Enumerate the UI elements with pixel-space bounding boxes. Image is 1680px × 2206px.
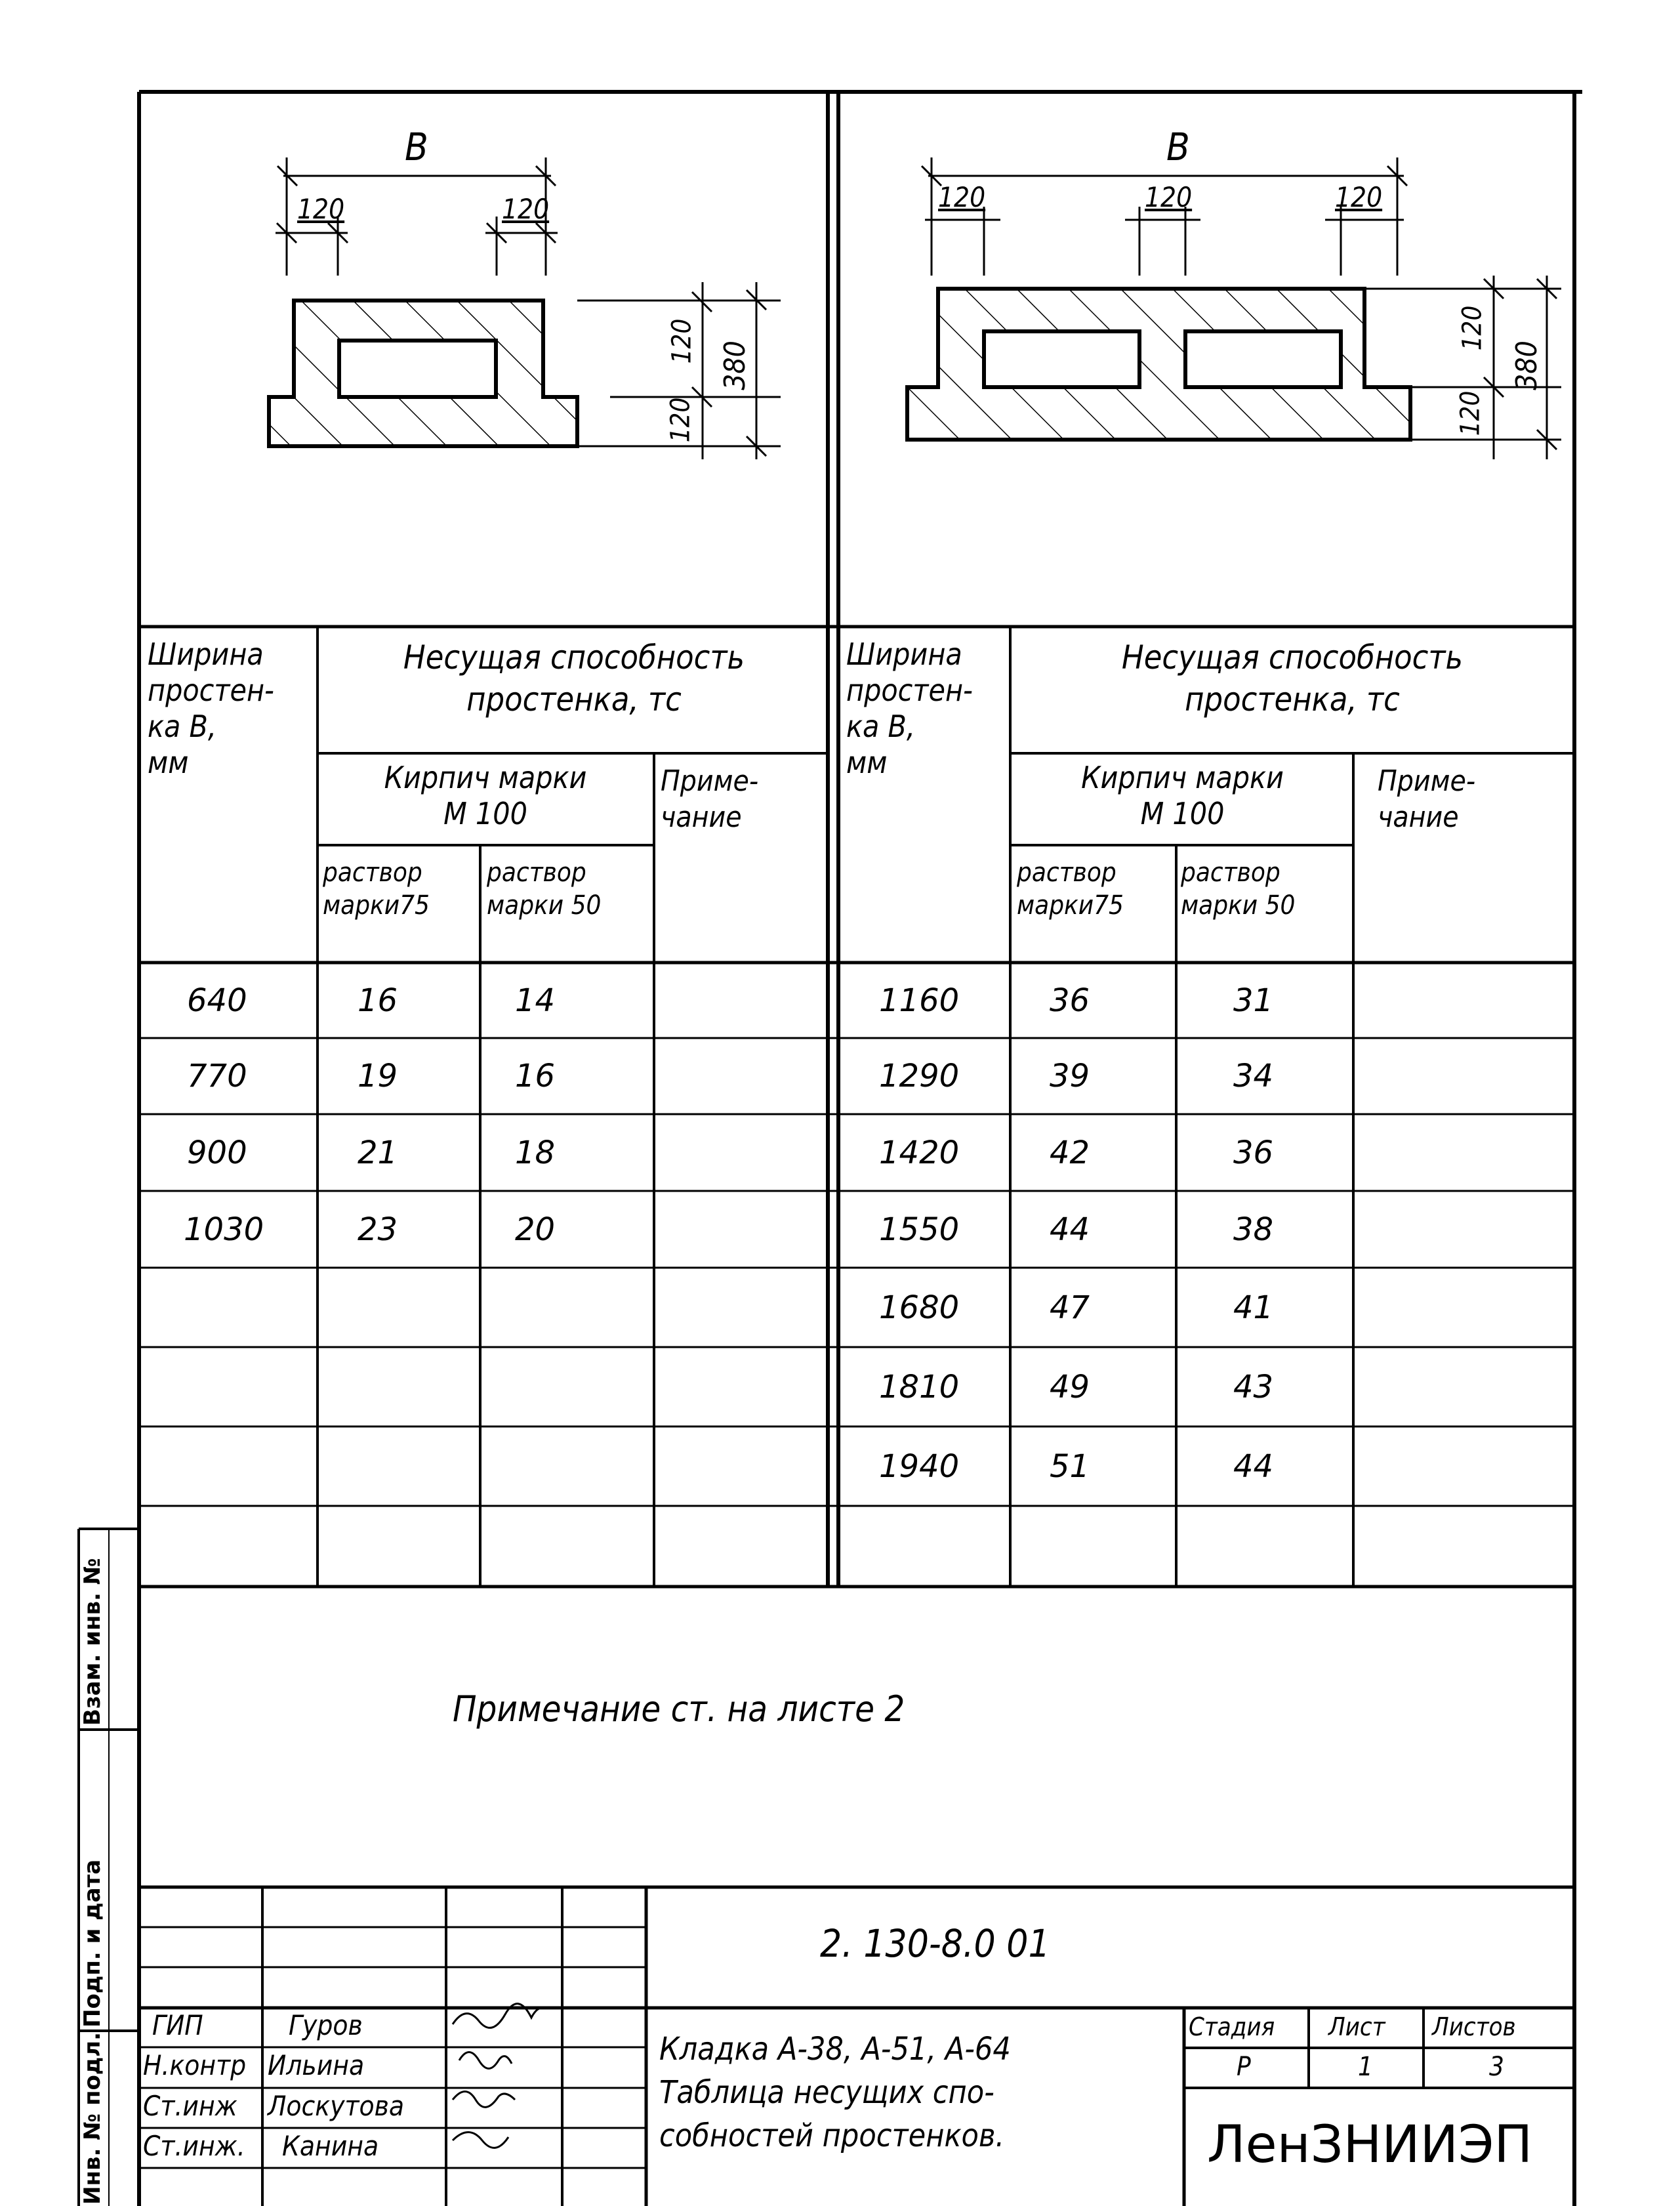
- right-dim-b: B: [1166, 125, 1190, 169]
- m75-cell: 47: [1050, 1289, 1090, 1326]
- stage-value: Р: [1237, 2052, 1251, 2082]
- stage-label: Стадия: [1189, 2012, 1275, 2041]
- role: Ст.инж: [143, 2090, 237, 2122]
- m75-cell: 44: [1050, 1211, 1090, 1248]
- left-dim-h-top: 120: [666, 318, 697, 364]
- stamp-podp-data: Подп. и дата: [79, 1859, 106, 2028]
- left-dim-h-bottom: 120: [665, 397, 696, 443]
- width-cell: 1290: [879, 1058, 960, 1094]
- role: Ст.инж.: [143, 2130, 245, 2162]
- right-dim-side-right: 120: [1335, 181, 1383, 213]
- name: Ильина: [268, 2049, 365, 2081]
- right-header-brick: Кирпич марки М 100: [1081, 760, 1284, 831]
- left-header-note: Приме- чание: [661, 764, 759, 834]
- doc-code: 2. 130-8.0 01: [820, 1921, 1050, 1966]
- right-dim-side-left: 120: [938, 181, 986, 213]
- left-header-mortar75: раствор марки75: [323, 858, 430, 921]
- width-cell: 1810: [879, 1368, 960, 1405]
- org-name: ЛенЗНИИЭП: [1207, 2115, 1533, 2175]
- right-header-width: Ширина простен- ка B, мм: [846, 636, 973, 780]
- m50-cell: 43: [1233, 1368, 1274, 1405]
- right-header-note: Приме- чание: [1378, 764, 1476, 834]
- m50-cell: 36: [1233, 1134, 1274, 1171]
- stamp-inv-podl: Инв. № подл.: [79, 2031, 106, 2205]
- left-dim-h-total: 380: [718, 341, 752, 390]
- width-cell: 1030: [184, 1211, 264, 1248]
- width-cell: 640: [187, 982, 247, 1019]
- left-header-mortar50: раствор марки 50: [487, 858, 602, 921]
- left-header-brick: Кирпич марки М 100: [384, 760, 587, 831]
- left-dim-b: B: [405, 125, 428, 169]
- m50-cell: 18: [515, 1134, 556, 1171]
- name: Канина: [282, 2130, 379, 2162]
- sheet-note: Примечание ст. на листе 2: [453, 1688, 905, 1730]
- m50-cell: 31: [1233, 982, 1274, 1019]
- m50-cell: 38: [1233, 1211, 1274, 1248]
- title-text: Кладка А-38, А-51, А-64 Таблица несущих спо- собностей простенков.: [659, 2031, 1011, 2154]
- m50-cell: 14: [515, 982, 556, 1019]
- width-cell: 900: [187, 1134, 247, 1171]
- width-cell: 1160: [879, 982, 960, 1019]
- m75-cell: 21: [358, 1134, 398, 1171]
- right-header-mortar75: раствор марки75: [1017, 858, 1124, 921]
- left-header-capacity: Несущая способность простенка, тс: [403, 638, 745, 718]
- left-dim-side-right: 120: [502, 193, 550, 225]
- right-dim-h-top: 120: [1457, 305, 1488, 351]
- right-header-capacity: Несущая способность простенка, тс: [1121, 638, 1464, 718]
- m50-cell: 16: [515, 1058, 556, 1094]
- signature-marks: [453, 2004, 548, 2148]
- name: Гуров: [289, 2009, 363, 2041]
- left-dim-side-left: 120: [297, 193, 345, 225]
- width-cell: 1940: [879, 1447, 960, 1485]
- role: ГИП: [152, 2009, 203, 2041]
- m50-cell: 34: [1233, 1058, 1274, 1094]
- right-dim-h-bottom: 120: [1455, 390, 1486, 436]
- m75-cell: 42: [1050, 1134, 1090, 1171]
- m75-cell: 19: [358, 1058, 398, 1094]
- width-cell: 1420: [879, 1134, 960, 1171]
- right-dim-mid: 120: [1145, 181, 1193, 213]
- m50-cell: 20: [515, 1211, 556, 1248]
- m75-cell: 23: [358, 1211, 398, 1248]
- width-cell: 1550: [879, 1211, 960, 1248]
- m75-cell: 39: [1050, 1058, 1090, 1094]
- m75-cell: 49: [1050, 1368, 1090, 1405]
- sheet-value: 1: [1358, 2052, 1373, 2082]
- m75-cell: 36: [1050, 982, 1090, 1019]
- name: Лоскутова: [268, 2090, 405, 2122]
- sheets-label: Листов: [1432, 2012, 1516, 2041]
- left-header-width: Ширина простен- ка B, мм: [148, 636, 274, 780]
- m50-cell: 41: [1233, 1289, 1274, 1326]
- sheets-value: 3: [1489, 2052, 1504, 2082]
- right-header-mortar50: раствор марки 50: [1181, 858, 1296, 921]
- sheet-label: Лист: [1328, 2012, 1385, 2041]
- width-cell: 1680: [879, 1289, 960, 1326]
- m75-cell: 51: [1050, 1447, 1090, 1485]
- m50-cell: 44: [1233, 1447, 1274, 1485]
- width-cell: 770: [187, 1058, 247, 1094]
- right-dim-h-total: 380: [1509, 341, 1544, 390]
- stamp-vzam-inv: Взам. инв. №: [79, 1558, 106, 1726]
- role: Н.контр: [143, 2049, 247, 2081]
- m75-cell: 16: [358, 982, 398, 1019]
